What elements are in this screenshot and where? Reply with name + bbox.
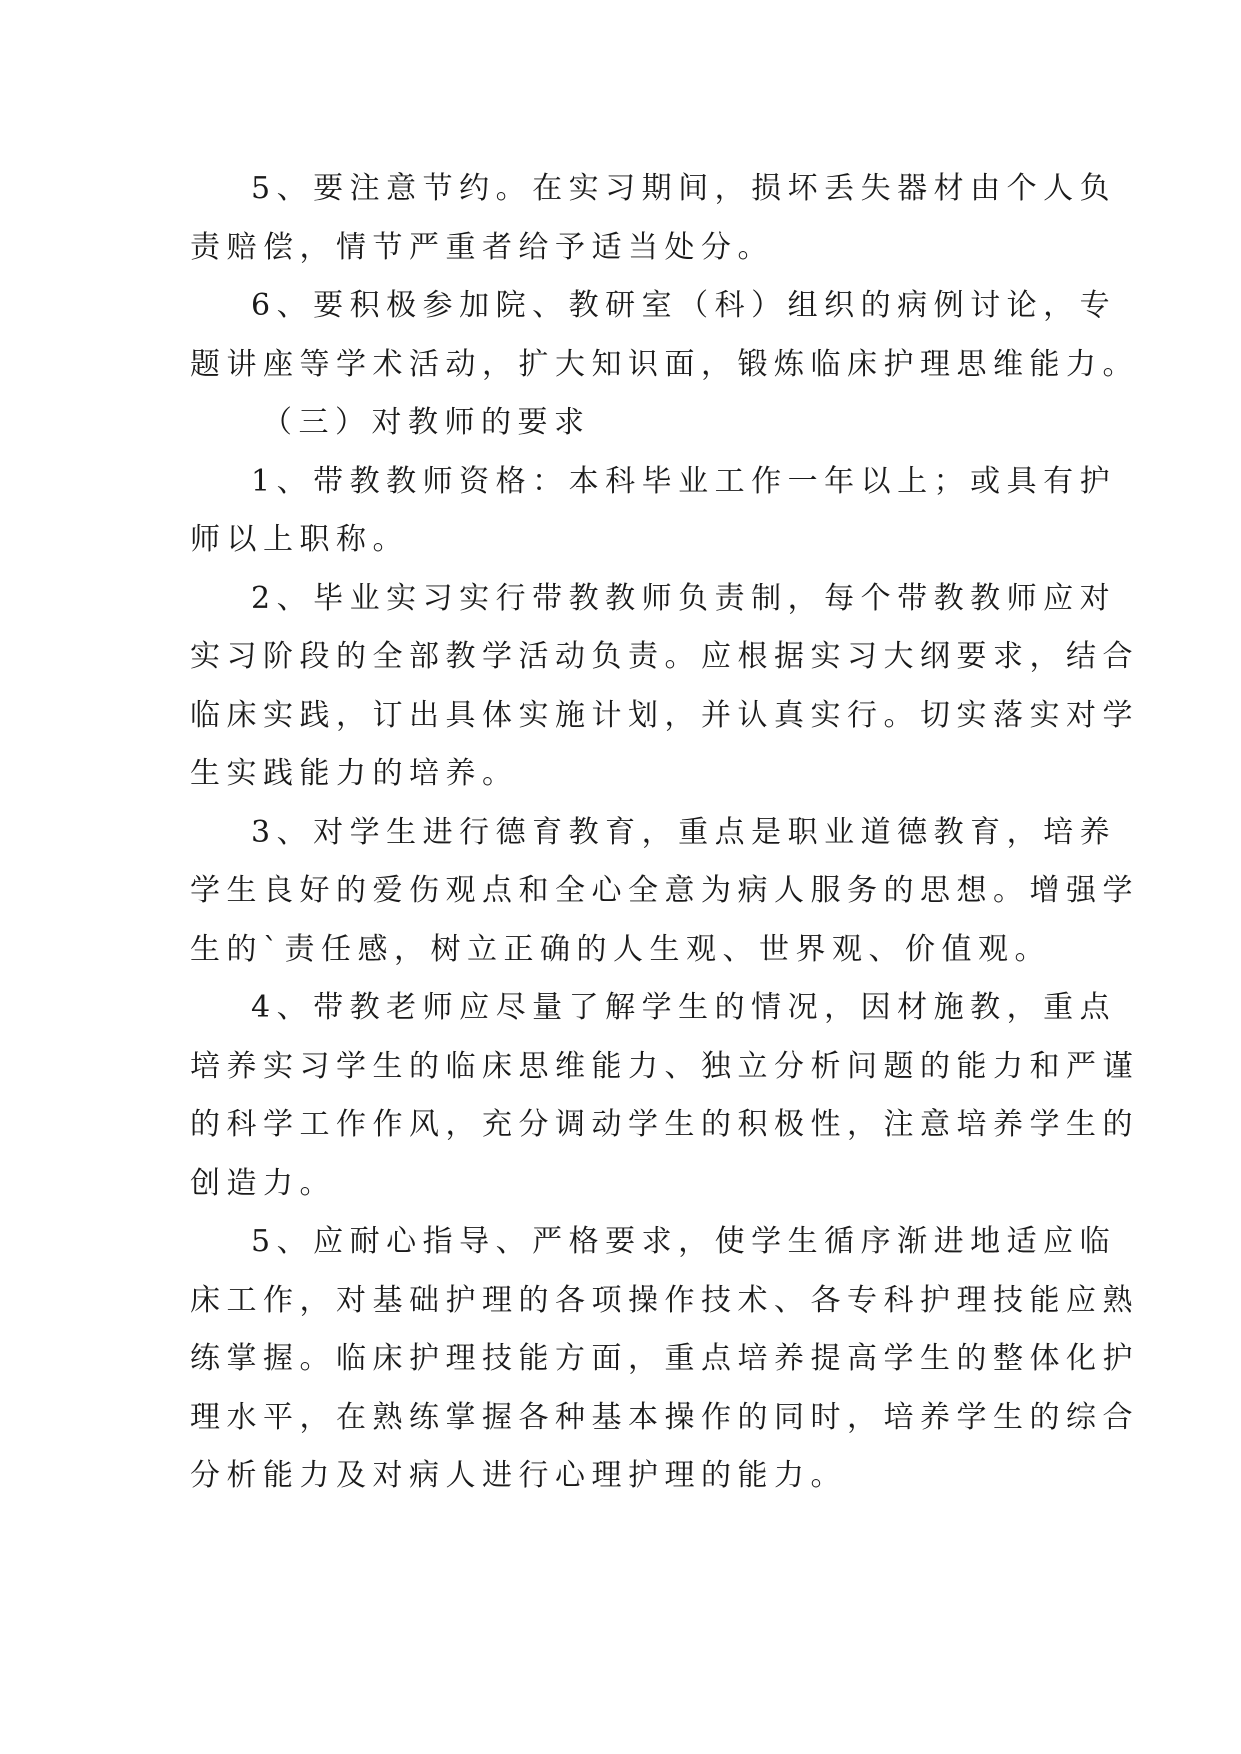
paragraph-line: 4、带教老师应尽量了解学生的情况，因材施教，重点	[251, 990, 1117, 1025]
paragraph-line: 师以上职称。	[190, 522, 409, 557]
paragraph-line: 学生良好的爱伤观点和全心全意为病人服务的思想。增强学	[190, 873, 1139, 908]
paragraph-line: 临床实践，订出具体实施计划，并认真实行。切实落实对学	[190, 697, 1139, 733]
paragraph-line: 实习阶段的全部教学活动负责。应根据实习大纲要求，结合	[190, 639, 1139, 674]
paragraph-line: 生的`责任感，树立正确的人生观、世界观、价值观。	[190, 931, 1051, 967]
paragraph-nursing-skills	[190, 1213, 1139, 1506]
paragraph-line: 5、应耐心指导、严格要求，使学生循序渐进地适应临	[251, 1224, 1117, 1259]
paragraph-line: 分析能力及对病人进行心理护理的能力。	[190, 1458, 847, 1493]
paragraph-academic-activities	[190, 277, 1139, 394]
paragraph-line: 6、要积极参加院、教研室（科）组织的病例讨论，专	[251, 288, 1117, 323]
paragraph-line: 2、毕业实习实行带教教师负责制，每个带教教师应对	[251, 580, 1117, 616]
paragraph-line: 培养实习学生的临床思维能力、独立分析问题的能力和严谨	[190, 1048, 1139, 1084]
paragraph-line: 责赔偿，情节严重者给予适当处分。	[190, 229, 774, 265]
paragraph-teacher-qualification	[190, 453, 1117, 570]
paragraph-line: 生实践能力的培养。	[190, 756, 519, 791]
paragraph-line: 理水平，在熟练掌握各种基本操作的同时，培养学生的综合	[190, 1399, 1139, 1435]
paragraph-clinical-thinking	[190, 979, 1139, 1213]
paragraph-line: 1、带教教师资格：本科毕业工作一年以上；或具有护	[251, 463, 1117, 499]
paragraph-line: 床工作，对基础护理的各项操作技术、各专科护理技能应熟	[190, 1282, 1139, 1318]
paragraph-line: 题讲座等学术活动，扩大知识面，锻炼临床护理思维能力。	[190, 346, 1139, 382]
paragraph-line: 创造力。	[190, 1165, 336, 1201]
paragraph-line: 3、对学生进行德育教育，重点是职业道德教育，培养	[251, 814, 1117, 850]
paragraph-line: 练掌握。临床护理技能方面，重点培养提高学生的整体化护	[190, 1341, 1139, 1376]
section-heading-teacher-requirements: （三）对教师的要求	[262, 405, 591, 440]
paragraph-line: 的科学工作作风，充分调动学生的积极性，注意培养学生的	[190, 1107, 1139, 1142]
paragraph-line: 5、要注意节约。在实习期间，损坏丢失器材由个人负	[251, 171, 1117, 206]
document-body	[190, 160, 1139, 1506]
paragraph-save-equipment	[190, 160, 1117, 277]
paragraph-teacher-responsibility	[190, 570, 1139, 804]
paragraph-moral-education	[190, 804, 1139, 980]
